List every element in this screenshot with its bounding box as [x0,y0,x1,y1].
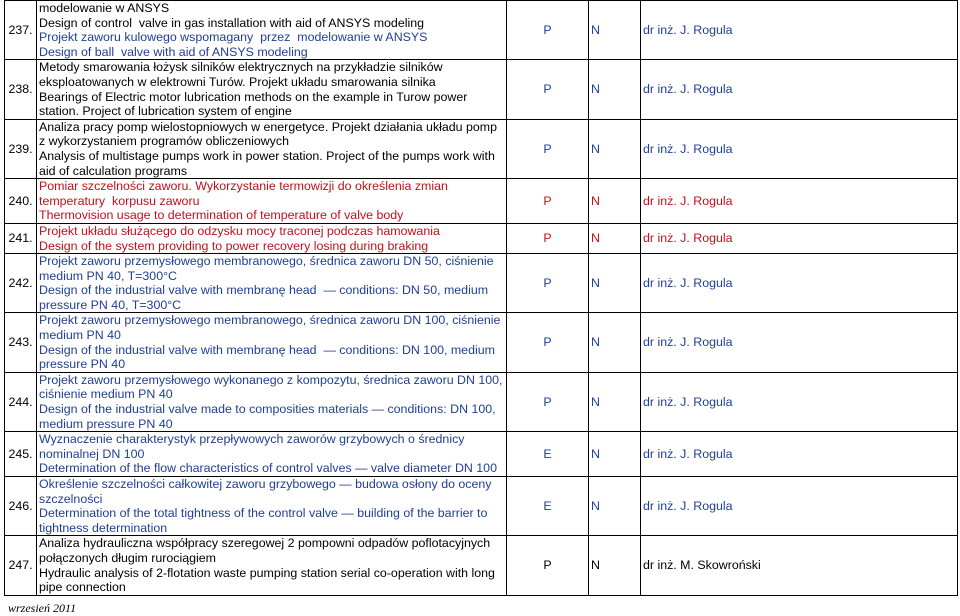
supervisor-name: dr inż. J. Rogula [641,179,958,224]
supervisor-name: dr inż. J. Rogula [641,1,958,60]
topic-line: Metody smarowania łożysk silników elektrycznych na przykładzie silników eksploatowanych w elektrowni Turów. Projekt układu smarowania silnika [39,60,446,89]
row-number: 244. [5,372,37,431]
row-number: 246. [5,477,37,536]
row-number: 240. [5,179,37,224]
topic-line: Określenie szczelności całkowitej zaworu grzybowego — budowa osłony do oceny szczelności [39,477,495,506]
language-code: P [507,254,589,313]
status-code: N [589,223,641,253]
supervisor-name: dr inż. J. Rogula [641,477,958,536]
topic-line: Analiza hydrauliczna współpracy szeregowej 2 pompowni odpadów poflotacyjnych połączonych długim rurociągiem [39,536,494,565]
topic-line: Analysis of multistage pumps work in power station. Project of the pumps work with aid of calculation programs [39,148,499,178]
topic-description [37,119,507,178]
table-row [5,536,958,595]
table-row [5,432,958,477]
topic-line: Projekt zaworu przemysłowego wykonanego z kompozytu, średnica zaworu DN 100, ciśnienie medium PN 40 [39,372,506,402]
topic-description [37,536,507,595]
supervisor-name: dr inż. J. Rogula [641,119,958,178]
topic-description [37,223,507,253]
language-code: P [507,119,589,178]
status-code: N [589,179,641,224]
status-code: N [589,477,641,536]
topic-line: Determination of the total tightness of the control valve — building of the barrier to tightness determination [39,506,491,535]
language-code: P [507,60,589,119]
topic-line: Projekt układu służącego do odzysku mocy traconej podczas hamowania [39,223,440,238]
row-number: 239. [5,119,37,178]
topic-line: Projekt zaworu przemysłowego membranowego, średnica zaworu DN 50, ciśnienie medium PN 40, T=300°C [39,254,497,283]
topic-line: Design of ball valve with aid of ANSYS modeling [39,44,308,59]
status-code: N [589,1,641,60]
language-code: P [507,372,589,431]
footer-date: wrzesień 2011 [8,601,77,615]
table-row [5,223,958,253]
language-code: P [507,1,589,60]
supervisor-name: dr inż. J. Rogula [641,432,958,477]
topic-line: Design of the industrial valve made to composities materials — conditions: DN 100, medium pressure PN 40 [39,402,500,431]
row-number: 241. [5,223,37,253]
supervisor-name: dr inż. J. Rogula [641,372,958,431]
topic-description [37,432,507,477]
table-body [5,1,958,596]
status-code: N [589,254,641,313]
topic-description [37,60,507,119]
topic-line: Projekt zaworu przemysłowego membranowego, średnica zaworu DN 100, ciśnienie medium PN 40 [39,313,504,343]
table-row [5,1,958,60]
topic-description [37,372,507,431]
row-number: 247. [5,536,37,595]
status-code: N [589,432,641,477]
table-row [5,60,958,119]
supervisor-name: dr inż. J. Rogula [641,313,958,372]
language-code: P [507,179,589,224]
topic-line: Wyznaczenie charakterystyk przepływowych zaworów grzybowych o średnicy nominalnej DN 100 [39,432,468,461]
status-code: N [589,536,641,595]
topic-description [37,313,507,372]
status-code: N [589,60,641,119]
topic-line: Hydraulic analysis of 2-flotation waste pumping station serial co-operation with long pipe connection [39,565,499,595]
topic-line: Thermovision usage to determination of temperature of valve body [39,208,404,223]
topic-line: Analiza pracy pomp wielostopniowych w energetyce. Projekt działania układu pomp z wykorzystaniem programów obliczeniowych [39,119,501,149]
topic-line: Determination of the flow characteristics of control valves — valve diameter DN 100 [39,461,497,476]
row-number: 237. [5,1,37,60]
language-code: P [507,223,589,253]
topic-line: Projekt zaworu kulowego wspomagany przez modelowanie w ANSYS [39,30,428,45]
topic-line: modelowanie w ANSYS [39,1,170,15]
language-code: E [507,477,589,536]
supervisor-name: dr inż. J. Rogula [641,60,958,119]
topic-description [37,477,507,536]
thesis-topics-table [4,0,958,596]
supervisor-name: dr inż. J. Rogula [641,254,958,313]
topic-line: Design of the industrial valve with membranę head — conditions: DN 100, medium pressure PN 40 [39,342,499,372]
topic-description [37,179,507,224]
table-row [5,254,958,313]
topic-line: Bearings of Electric motor lubrication methods on the example in Turow power station. Project of lubrication system of engine [39,89,471,119]
table-row [5,119,958,178]
topic-line: Design of the system providing to power recovery losing during braking [39,238,429,253]
table-row [5,477,958,536]
topic-description [37,1,507,60]
topic-description [37,254,507,313]
row-number: 238. [5,60,37,119]
language-code: E [507,432,589,477]
supervisor-name: dr inż. M. Skowroński [641,536,958,595]
topic-line: Design of the industrial valve with membranę head — conditions: DN 50, medium pressure PN 40, T=300°C [39,283,492,312]
topic-line: Pomiar szczelności zaworu. Wykorzystanie termowizji do określenia zmian temperatury korpusu zaworu [39,179,452,208]
row-number: 245. [5,432,37,477]
status-code: N [589,119,641,178]
table-row [5,313,958,372]
row-number: 242. [5,254,37,313]
table-row [5,179,958,224]
table-row [5,372,958,431]
language-code: P [507,313,589,372]
supervisor-name: dr inż. J. Rogula [641,223,958,253]
row-number: 243. [5,313,37,372]
status-code: N [589,372,641,431]
topic-line: Design of control valve in gas installation with aid of ANSYS modeling [39,15,425,30]
status-code: N [589,313,641,372]
language-code: P [507,536,589,595]
